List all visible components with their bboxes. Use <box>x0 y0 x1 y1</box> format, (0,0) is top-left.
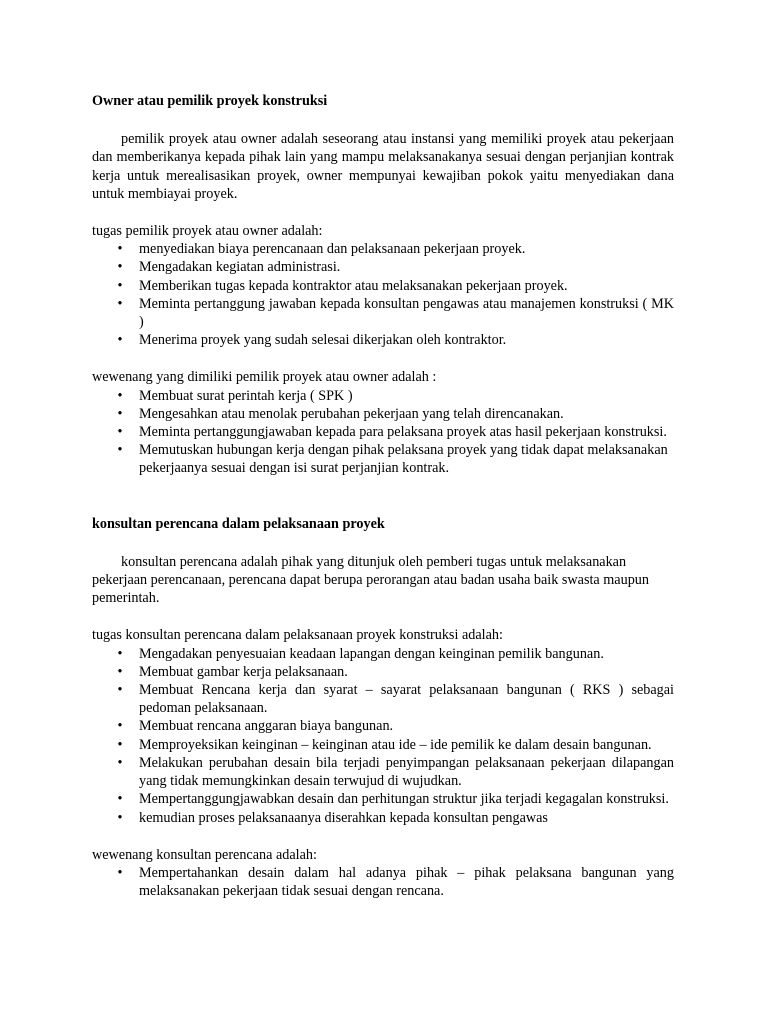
bullet-icon: • <box>117 295 123 312</box>
list-item: • Membuat surat perintah kerja ( SPK ) <box>92 387 674 405</box>
document-body <box>92 92 674 900</box>
list-item: • Membuat gambar kerja pelaksanaan. <box>92 663 674 681</box>
list-item: • Memutuskan hubungan kerja dengan pihak pelaksana proyek yang tidak dapat melaksanakan pekerjaanya sesuai dengan isi surat perjanjian kontrak. <box>92 441 674 477</box>
consultant-intro-paragraph: konsultan perencana adalah pihak yang ditunjuk oleh pemberi tugas untuk melaksanakan pekerjaan perencanaan, perencana dapat berupa perorangan atau badan usaha baik swasta maupun pemerintah. <box>92 553 649 607</box>
consultant-duties-list <box>92 645 674 827</box>
bullet-icon: • <box>117 241 123 258</box>
bullet-icon: • <box>117 259 123 276</box>
bullet-icon: • <box>117 332 123 349</box>
bullet-icon: • <box>117 754 123 771</box>
bullet-icon: • <box>117 864 123 881</box>
consultant-authority-label: wewenang konsultan perencana adalah: <box>92 846 317 863</box>
list-item: • Membuat rencana anggaran biaya bangunan. <box>92 717 674 735</box>
list-item: • Mengadakan penyesuaian keadaan lapangan dengan keinginan pemilik bangunan. <box>92 645 674 663</box>
list-item: • Mempertanggungjawabkan desain dan perhitungan struktur jika terjadi kegagalan konstruksi. <box>92 790 674 808</box>
owner-duties-list <box>92 240 674 349</box>
list-item: • Meminta pertanggungjawaban kepada para pelaksana proyek atas hasil pekerjaan konstruksi. <box>92 423 674 441</box>
consultant-authority-list <box>92 864 674 900</box>
bullet-icon: • <box>117 809 123 826</box>
owner-authority-label: wewenang yang dimiliki pemilik proyek atau owner adalah : <box>92 369 437 386</box>
list-item: • Memberikan tugas kepada kontraktor atau melaksanakan pekerjaan proyek. <box>92 277 674 295</box>
list-item: • Meminta pertanggung jawaban kepada konsultan pengawas atau manajemen konstruksi ( MK ) <box>92 295 674 331</box>
list-item: • Mempertahankan desain dalam hal adanya pihak – pihak pelaksana bangunan yang melaksanakan pekerjaan tidak sesuai dengan rencana. <box>92 864 674 900</box>
bullet-icon: • <box>117 645 123 662</box>
bullet-icon: • <box>117 424 123 441</box>
bullet-icon: • <box>117 387 123 404</box>
bullet-icon: • <box>117 277 123 294</box>
list-item: • menyediakan biaya perencanaan dan pelaksanaan pekerjaan proyek. <box>92 240 674 258</box>
bullet-icon: • <box>117 736 123 753</box>
list-item: • Membuat Rencana kerja dan syarat – sayarat pelaksanaan bangunan ( RKS ) sebagai pedoman pelaksanaan. <box>92 681 674 717</box>
list-item: • Memproyeksikan keinginan – keinginan atau ide – ide pemilik ke dalam desain bangunan. <box>92 736 674 754</box>
consultant-duties-label: tugas konsultan perencana dalam pelaksanaan proyek konstruksi adalah: <box>92 627 503 644</box>
bullet-icon: • <box>117 405 123 422</box>
bullet-icon: • <box>117 791 123 808</box>
section-heading-owner: Owner atau pemilik proyek konstruksi <box>92 93 328 109</box>
owner-authority-list <box>92 387 674 478</box>
bullet-icon: • <box>117 663 123 680</box>
bullet-icon: • <box>117 682 123 699</box>
list-item: • kemudian proses pelaksanaanya diserahkan kepada konsultan pengawas <box>92 809 674 827</box>
bullet-icon: • <box>117 718 123 735</box>
list-item: • Melakukan perubahan desain bila terjadi penyimpangan pelaksanaan pekerjaan dilapangan yang tidak memungkinkan desain terwujud di wujudkan. <box>92 754 674 790</box>
section-heading-consultant: konsultan perencana dalam pelaksanaan proyek <box>92 515 385 532</box>
owner-intro-paragraph: pemilik proyek atau owner adalah seseorang atau instansi yang memiliki proyek atau pekerjaan dan memberikanya kepada pihak lain yang mampu melaksanakanya sesuai dengan perjanjian kontrak kerja untuk merealisasikan proyek, owner mempunyai kewajiban pokok yaitu menyediakan dana untuk membiayai proyek. <box>92 131 674 202</box>
list-item: • Mengadakan kegiatan administrasi. <box>92 258 674 276</box>
bullet-icon: • <box>117 442 123 459</box>
list-item: • Mengesahkan atau menolak perubahan pekerjaan yang telah direncanakan. <box>92 405 674 423</box>
owner-duties-label: tugas pemilik proyek atau owner adalah: <box>92 223 323 240</box>
list-item: • Menerima proyek yang sudah selesai dikerjakan oleh kontraktor. <box>92 331 674 349</box>
